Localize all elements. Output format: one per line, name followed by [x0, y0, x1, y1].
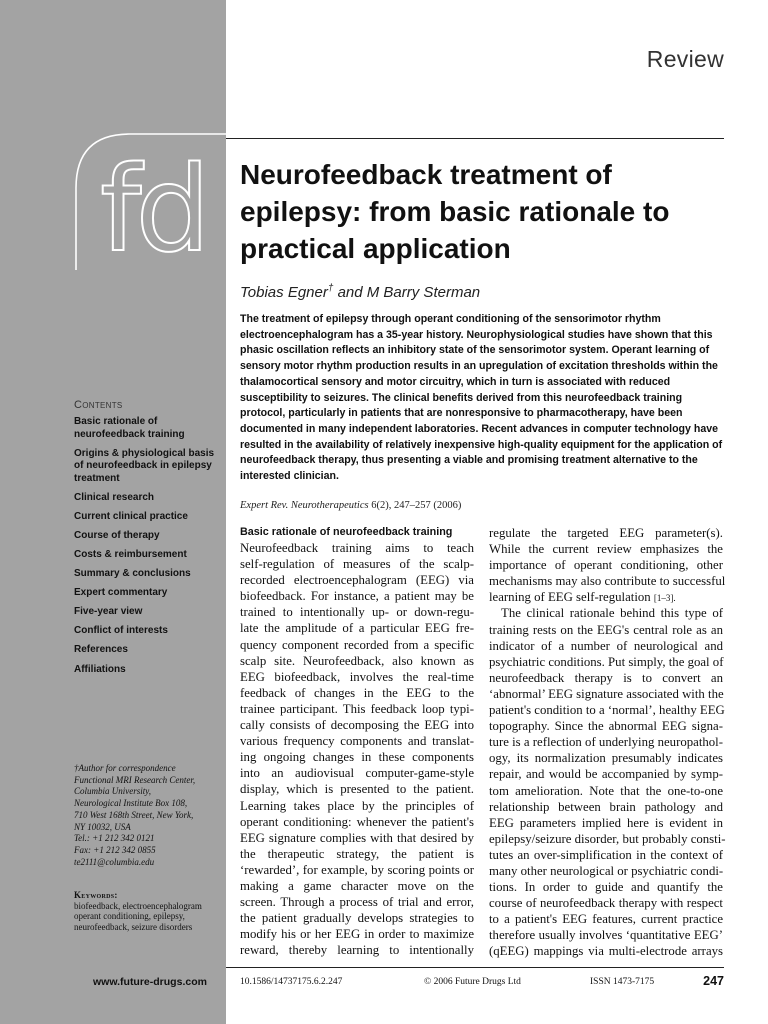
top-rule — [226, 138, 724, 139]
correspondence-line: 710 West 168th Street, New York, — [74, 809, 194, 820]
bottom-rule — [226, 967, 724, 968]
citation-journal: Expert Rev. Neurotherapeutics — [240, 500, 369, 511]
body-line: neurofeedback therapy is to convert an — [489, 670, 723, 685]
body-line: repair, and would be accompanied by symp- — [489, 767, 723, 782]
body-line: scalp site. Neurofeedback, also known as — [240, 653, 474, 668]
article-title: Neurofeedback treatment of epilepsy: from basic rationale to practical application — [240, 159, 670, 264]
body-line: to a patient's EEG features, current practice — [489, 912, 723, 927]
body-line: ing ongoing changes in these components — [240, 750, 474, 765]
body-line: ture is a reflection of underlying neuropathol- — [489, 735, 723, 750]
body-line: EEG parameters implied here is evident in — [489, 815, 723, 830]
body-line: feedback of changes in the EEG to the — [240, 685, 474, 700]
contents-item[interactable]: Five-year view — [74, 606, 143, 618]
footer-doi: 10.1586/14737175.6.2.247 — [240, 977, 343, 987]
contents-item[interactable]: Basic rationale of neurofeedback training — [74, 416, 185, 440]
contents-item[interactable]: Expert commentary — [74, 587, 168, 599]
footer-url[interactable]: www.future-drugs.com — [93, 976, 207, 988]
body-line: trained to intentionally up- or down-regu- — [240, 605, 474, 620]
correspondence-line: Functional MRI Research Center, — [74, 774, 196, 785]
body-line: training rests on the EEG's central role as an — [489, 622, 723, 637]
reference-mark: [1–3]. — [653, 593, 676, 604]
body-line: reward, thereby learning to intentionally — [240, 943, 474, 958]
contents-box — [74, 399, 224, 683]
body-line: operant conditioning: whenever the patient's — [240, 814, 474, 829]
abstract: The treatment of epilepsy through operant conditioning of the sensorimotor rhythm electroencephalogram has a 35-year history. Neurophysiological studies have shown that this phasic oscillation reflects an inhibitory state of the sensorimotor system. Operant learning of sensory motor rhythm production results in an upregulation of excitation thresholds within the thalamocortical sensory and motor circuitry, which in turn is associated with reduced susceptibility to seizures. The clinical benefits derived from this neurofeedback training protocol, particularly in patients that are nonresponsive to pharmacotherapy, have been documented in many independent laboratories. Recent advances in computer technology have resulted in the availability of relatively inexpensive high-quality equipment for the application of neurofeedback therapy, thus presenting a viable and promising treatment alternative to the interested clinician. — [240, 313, 723, 483]
body-line: indicator of a number of neurological and — [489, 638, 723, 653]
body-line: importance of operant conditioning, other — [489, 558, 723, 573]
body-line: biofeedback. For instance, a patient may be — [240, 589, 474, 604]
body-line: The clinical rationale behind this type of — [501, 606, 723, 621]
body-line: topography. Since the abnormal EEG signa- — [489, 719, 723, 734]
contents-item[interactable]: References — [74, 644, 128, 656]
body-line: ‘rewarded’, for example, by scoring points or — [240, 862, 474, 877]
correspondence-line: Neurological Institute Box 108, — [74, 798, 188, 809]
body-line: regulate the targeted EEG parameter(s). — [489, 526, 723, 540]
section-label: Review — [646, 46, 724, 72]
body-line: trainee participant. This feedback loop typi- — [240, 701, 474, 716]
contents-item[interactable]: Conflict of interests — [74, 625, 168, 637]
body-line: self-regulation of measures of the scalp- — [240, 557, 474, 572]
journal-logo — [72, 132, 232, 272]
author-first: Tobias Egner — [240, 284, 328, 301]
body-line: psychiatric conditions. Put simply, the goal of — [489, 654, 724, 669]
body-line: ogy, its normalization presumably indicates — [489, 751, 723, 766]
section-heading: Basic rationale of neurofeedback training — [240, 526, 453, 538]
body-line: EEG biofeedback, involves the real-time — [240, 669, 474, 684]
body-line: therefore usually involves ‘quantitative EEG’ — [489, 928, 723, 943]
body-column-2 — [489, 525, 726, 960]
body-line: the patient gradually develops strategies to — [240, 911, 474, 926]
contents-item[interactable]: Summary & conclusions — [74, 568, 191, 580]
body-line: late the amplitude of a particular EEG fre- — [240, 621, 474, 636]
keywords-block — [74, 890, 224, 932]
keywords-heading: Keywords: — [74, 890, 118, 900]
body-line: epilepsy/seizure disorder, but probably consti- — [489, 831, 726, 846]
page-number: 247 — [703, 974, 724, 988]
body-line: cally consists of decomposing the EEG into — [240, 718, 474, 733]
correspondence-line: te2111@columbia.edu — [74, 856, 155, 867]
contents-item[interactable]: Current clinical practice — [74, 510, 188, 522]
body-line: many other neurological or psychiatric condi- — [489, 863, 724, 878]
correspondence-line: NY 10032, USA — [74, 821, 131, 832]
footer-copyright: © 2006 Future Drugs Ltd — [424, 977, 521, 987]
correspondence-block — [74, 763, 224, 868]
author-line — [240, 283, 480, 301]
body-line: recorded electroencephalogram (EEG) via — [240, 573, 474, 588]
body-line: mechanisms may also contribute to successful — [489, 574, 726, 589]
body-line: tom amelioration. Note that the one-to-one — [489, 783, 723, 798]
body-line: EEG signature complies with that desired by — [240, 830, 474, 845]
citation-details: 6(2), 247–257 (2006) — [368, 500, 462, 511]
contents-list — [74, 416, 224, 676]
body-line: tutes an over-simplification in the context of — [489, 847, 723, 862]
body-line: various frequency components and translat- — [240, 734, 474, 749]
citation — [240, 500, 461, 511]
keywords-text: biofeedback, electroencephalogram operant conditioning, epilepsy, neurofeedback, seizure disorders — [74, 900, 202, 932]
correspondence-line: Columbia University, — [74, 786, 151, 797]
body-line: learning of EEG self-regulation [1–3]. — [489, 590, 676, 605]
body-line: quency component recorded from a specific — [240, 637, 474, 652]
correspondence-line: Tel.: +1 212 342 0121 — [74, 833, 155, 844]
contents-heading: Contents — [74, 399, 123, 411]
body-line: tions. In order to guide and quantify the — [489, 880, 723, 895]
body-line: the therapeutic strategy, the patient is — [240, 846, 474, 861]
body-column-1 — [240, 525, 474, 958]
author-rest: and M Barry Sterman — [333, 284, 481, 301]
body-line: patient's condition to a ‘normal’, healthy EEG — [489, 703, 725, 718]
body-line: into an audiovisual computer-game-style — [240, 766, 474, 781]
body-line: While the current review emphasizes the — [489, 542, 723, 557]
body-line: Neurofeedback training aims to teach — [240, 541, 474, 555]
body-line: making a game character move on the — [240, 878, 474, 893]
body-line: ‘abnormal’ EEG signature associated with the — [489, 686, 724, 701]
contents-item[interactable]: Costs & reimbursement — [74, 548, 187, 560]
contents-item[interactable]: Clinical research — [74, 491, 155, 503]
body-line: screen. Through a process of trial and error, — [240, 895, 474, 910]
body-line: relationship between brain pathology and — [489, 799, 723, 814]
body-line: course of neurofeedback therapy with respect — [489, 896, 723, 911]
correspondence-line: †Author for correspondence — [74, 763, 176, 773]
logo-text: fd — [100, 140, 205, 272]
author-mark: † — [327, 283, 334, 294]
body-line: (qEEG) mappings via multi-electrode arrays — [489, 944, 723, 959]
body-line: modify his or her EEG in order to maximize — [240, 927, 474, 942]
correspondence-line: Fax: +1 212 342 0855 — [74, 844, 156, 855]
contents-item[interactable]: Affiliations — [74, 663, 126, 675]
body-line: Learning takes place by the principles of — [240, 798, 474, 813]
contents-item[interactable]: Origins & physiological basis of neurofeedback in epilepsy treatment — [74, 447, 215, 484]
body-line: display, which is presented to the patient. — [240, 782, 474, 797]
contents-item[interactable]: Course of therapy — [74, 529, 160, 541]
footer-issn: ISSN 1473-7175 — [590, 977, 655, 987]
